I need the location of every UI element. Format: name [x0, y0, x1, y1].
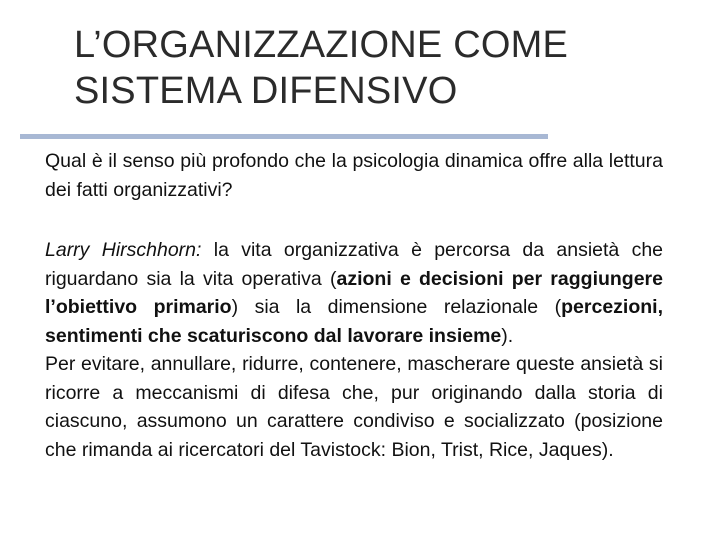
paragraph-text-a: la vita organizzativa è percorsa da ansietà che riguardano sia la vita operativa ( [45, 239, 664, 290]
title-underline [20, 134, 548, 139]
slide-title-line-1: L’ORGANIZZAZIONE COME [74, 24, 569, 66]
author-name: Larry Hirschhorn: [45, 239, 202, 261]
paragraph-hirschhorn [45, 236, 663, 350]
paragraph-defense-mechanisms: Per evitare, annullare, ridurre, contenere, mascherare queste ansietà si ricorre a meccanismi di difesa che, pur originando dalla storia di ciascuno, assumono un carattere condiviso e socializzato (posizione che rimanda ai ricercatori del Tavistock: Bion, Trist, Rice, Jaques). [45, 353, 663, 461]
content-text [45, 236, 663, 464]
paragraph-text-b: ) sia la dimensione relazionale ( [231, 296, 562, 318]
question-paragraph: Qual è il senso più profondo che la psicologia dinamica offre alla lettura dei fatti organizzativi? [45, 150, 663, 201]
slide-title [74, 22, 694, 114]
slide-title-line-2: SISTEMA DIFENSIVO [74, 70, 458, 112]
bold-operative-life: azioni e decisioni per raggiungere l’obiettivo primario [45, 267, 663, 318]
paragraph-text-c: ). [501, 324, 514, 347]
bold-relational-dimension: percezioni, sentimenti che scaturiscono dal lavorare insieme [45, 296, 663, 347]
question-text [45, 147, 663, 204]
